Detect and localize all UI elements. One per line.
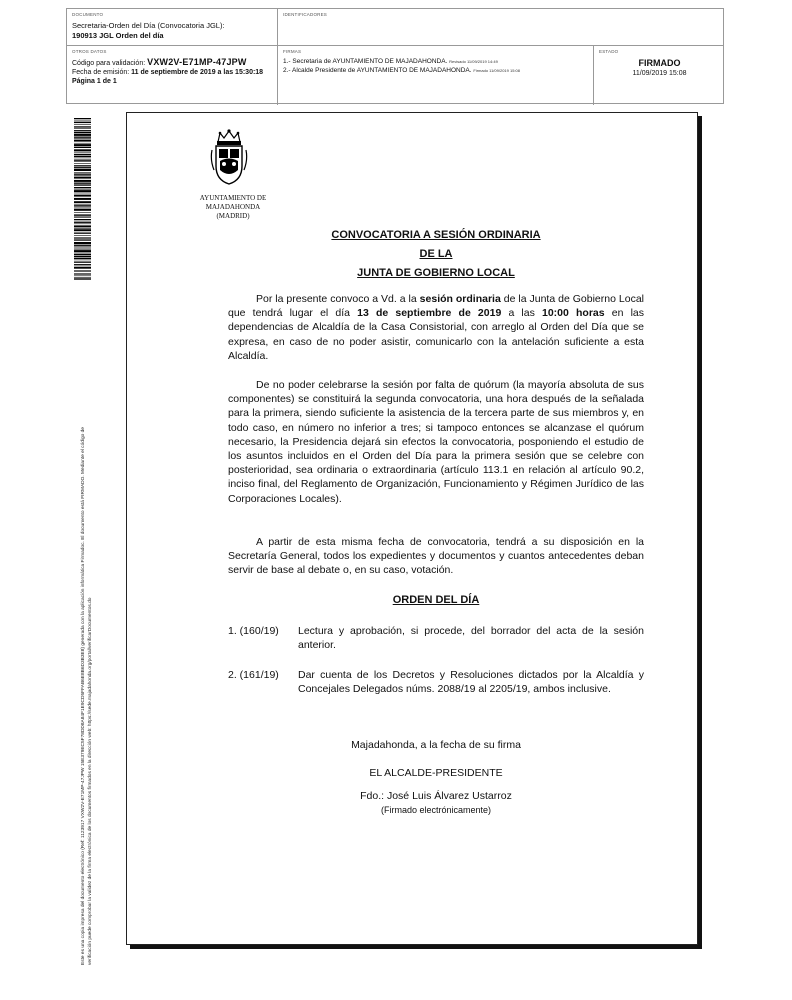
verification-side-text <box>80 427 94 965</box>
estado-cell <box>593 46 725 105</box>
barcode-bar <box>74 124 91 125</box>
p1-text-1: Por la presente convoco a Vd. a la <box>256 293 420 305</box>
title-line2: DE LA <box>419 248 453 260</box>
barcode-bar <box>74 143 91 144</box>
signature-2-status: Firmado 11/09/2019 15:08 <box>473 67 520 73</box>
barcode-bar <box>74 264 91 265</box>
agenda-title: ORDEN DEL DÍA <box>392 594 480 606</box>
signature-2-text: 2.- Alcalde Presidente de AYUNTAMIENTO DE MAJADAHONDA. <box>283 66 472 74</box>
barcode-bar <box>74 126 91 127</box>
page-count: Página 1 de 1 <box>72 78 117 85</box>
barcode-bar <box>74 206 91 207</box>
barcode-bar <box>74 161 91 162</box>
barcode-bar <box>74 256 91 257</box>
barcode-bar <box>74 276 91 277</box>
barcode-bar <box>74 189 91 190</box>
barcode-bar <box>74 184 91 185</box>
barcode-bar <box>74 219 91 220</box>
emission-date-line <box>72 68 272 77</box>
place-date: Majadahonda, a la fecha de su firma <box>351 739 521 751</box>
status-date: 11/09/2019 15:08 <box>632 70 687 77</box>
barcode-bar <box>74 229 91 231</box>
barcode-bar <box>74 205 91 206</box>
quorum-paragraph <box>228 378 644 506</box>
side-text-line1: Este es una copia impresa del documento electrónico (Ref: 1123917 VXW2V-E71MP-47JPW 15E379EC5F78DD8A84F1E9CD5FFAB6E8B6D3B3E8) generada con la aplicación informática Firmadoc. El documento está FIRMADO. Mediante el código de <box>81 427 86 965</box>
barcode-bar <box>74 222 91 223</box>
barcode-bar <box>74 175 91 176</box>
convocation-paragraph <box>228 292 644 363</box>
barcode-bar <box>74 172 91 173</box>
municipality-line1: AYUNTAMIENTO DE <box>199 194 267 202</box>
barcode-bar <box>74 130 91 131</box>
agenda-item-1-text: Lectura y aprobación, si procede, del borrador del acta de la sesión anterior. <box>298 625 644 652</box>
header-row-2 <box>67 46 723 105</box>
page-shadow-right <box>698 116 702 949</box>
barcode-bar <box>74 140 91 142</box>
barcode-bar <box>74 242 91 244</box>
barcode-bar <box>74 274 91 275</box>
barcode-bar <box>74 235 91 236</box>
documents-paragraph <box>228 535 644 578</box>
signature-note: (Firmado electrónicamente) <box>380 805 492 815</box>
barcode-bar <box>74 239 91 240</box>
p1-session-time: 10:00 horas <box>542 307 605 320</box>
barcode-bar <box>74 228 91 229</box>
municipal-crest-icon <box>210 128 248 186</box>
barcode-bar <box>74 118 91 119</box>
barcode-bar <box>74 250 91 252</box>
barcode-bar <box>74 212 91 213</box>
municipality-line2: MAJADAHONDA <box>205 203 261 211</box>
barcode-bar <box>74 270 91 271</box>
barcode-bar <box>74 273 91 274</box>
barcode-bar <box>74 128 91 129</box>
p1-text-3: a las <box>501 307 542 320</box>
emission-date-label: Fecha de emisión: <box>72 69 130 76</box>
documento-line1: Secretaria-Orden del Día (Convocatoria JGL): <box>72 21 225 30</box>
barcode-bar <box>74 249 91 250</box>
p1-text-2: de la Junta de Gobierno Local que tendrá lugar el día <box>228 293 644 320</box>
barcode-bar <box>74 271 91 272</box>
barcode-bar <box>74 217 91 218</box>
barcode-bar <box>74 165 91 166</box>
p1-session-type: sesión ordinaria <box>419 293 501 305</box>
barcode-bar <box>74 174 91 175</box>
barcode-bar <box>74 193 91 194</box>
barcode-bar <box>74 158 91 159</box>
agenda-item-2-text: Dar cuenta de los Decretos y Resoluciones dictados por la Alcaldía y Concejales Delegados núms. 2088/19 al 2205/19, ambos inclusive. <box>298 669 644 696</box>
validation-code-line <box>72 58 272 68</box>
barcode-bar <box>74 156 91 157</box>
barcode-bar <box>74 262 91 263</box>
otros-datos-label: OTROS DATOS <box>72 49 107 54</box>
barcode-bar <box>74 190 91 192</box>
identificadores-label: IDENTIFICADORES <box>283 12 328 17</box>
side-text-line2: verificación puede comprobar la validez de la firma electrónica de los documentos firmados en la dirección web: https://sede.majadahonda.org/portal/verificarDocumentos.do <box>88 597 93 965</box>
barcode-bar <box>74 214 91 215</box>
barcode-bar <box>74 215 91 216</box>
barcode-bar <box>74 132 91 133</box>
p3-text: A partir de esta misma fecha de convocatoria, tendrá a su disposición en la Secretaría General, todos los expedientes y documentos y cuantos antecedentes deban servir de base al debate o, en su caso, votación. <box>228 536 644 577</box>
documento-cell <box>67 9 277 45</box>
barcode-bar <box>74 238 91 239</box>
signature-1-text: 1.- Secretaria de AYUNTAMIENTO DE MAJADAHONDA. <box>283 58 448 65</box>
barcode-bar <box>74 201 91 203</box>
page-shadow-bottom <box>130 945 702 949</box>
municipality-name <box>190 194 276 221</box>
signer-name: Fdo.: José Luis Álvarez Ustarroz <box>360 790 512 802</box>
signature-1-status: Revisado 11/09/2019 14:49 <box>449 59 498 64</box>
barcode-bar <box>74 233 91 234</box>
barcode-bar <box>74 247 91 248</box>
barcode-bar <box>74 121 91 122</box>
signature-1 <box>283 58 588 67</box>
estado-label: ESTADO <box>599 49 619 54</box>
barcode-bar <box>74 258 91 259</box>
emission-date: 11 de septiembre de 2019 a las 15:30:18 <box>131 69 264 76</box>
barcode-bar <box>74 224 91 225</box>
signature-2 <box>283 67 588 76</box>
barcode-bar <box>74 169 91 171</box>
barcode-bar <box>74 267 91 269</box>
barcode-bar <box>74 147 91 148</box>
barcode-bar <box>74 122 91 123</box>
barcode-bar <box>74 187 91 188</box>
barcode-bar <box>74 163 91 164</box>
p1-text-4: en las dependencias de Alcaldía de la Casa Consistorial, con arreglo al Orden del Día que se expresa, en caso de no poder asistir, comunicarlo con la antelación suficiente a esta Alcaldía. <box>228 307 644 362</box>
agenda-item-2-number: 2. (161/19) <box>228 669 279 681</box>
title-line1: CONVOCATORIA A SESIÓN ORDINARIA <box>331 229 541 241</box>
status-badge: FIRMADO <box>638 58 681 68</box>
p2-text: De no poder celebrarse la sesión por falta de quórum (la mayoría absoluta de sus componentes) se constituirá la segunda convocatoria, una hora después de la señalada para la primera, siendo suficiente la asistencia de la tercera parte de sus miembros y, en todo caso, en número no inferior a tres; si tampoco entonces se alcanzase el quórum necesario, la Presidencia dejará sin efectos la convocatoria, posponiendo el estudio de los asuntos incluidos en el Orden del Día para la primera sesión que se celebre con posterioridad, sea ordinaria o extraordinaria (artículo 113.1 en relación al artículo 90.2, inciso final, del Reglamento de Organización, Funcionamiento y Régimen Jurídico de las Corporaciones Locales). <box>228 379 644 505</box>
documento-line2: 190913 JGL Orden del día <box>72 30 164 40</box>
barcode-bar <box>74 183 91 184</box>
barcode-bar <box>74 225 91 227</box>
validation-code: VXW2V-E71MP-47JPW <box>147 57 247 67</box>
barcode-bar <box>74 277 91 278</box>
otros-datos-cell <box>67 46 277 105</box>
documento-label: DOCUMENTO <box>72 12 104 17</box>
barcode <box>74 118 91 280</box>
barcode-bar <box>74 154 91 155</box>
header-row-1 <box>67 9 723 46</box>
barcode-bar <box>74 152 91 153</box>
agenda-item-1-number: 1. (160/19) <box>228 625 279 637</box>
barcode-bar <box>74 248 91 249</box>
p1-session-date: 13 de septiembre de 2019 <box>357 307 502 320</box>
barcode-bar <box>74 198 91 200</box>
validation-code-label: Código para validación: <box>72 60 146 67</box>
barcode-bar <box>74 209 91 211</box>
firmas-label: FIRMAS <box>283 49 302 54</box>
municipality-line3: (MADRID) <box>216 212 250 220</box>
barcode-bar <box>74 144 91 146</box>
barcode-bar <box>74 279 91 280</box>
firmas-cell <box>277 46 593 105</box>
barcode-bar <box>74 195 91 197</box>
title-line3: JUNTA DE GOBIERNO LOCAL <box>357 267 515 279</box>
barcode-bar <box>74 149 91 151</box>
identificadores-cell <box>277 9 725 45</box>
barcode-bar <box>74 237 91 238</box>
barcode-bar <box>74 180 91 182</box>
document-header <box>66 8 724 104</box>
barcode-bar <box>74 167 91 168</box>
barcode-bar <box>74 254 91 255</box>
barcode-bar <box>74 253 91 254</box>
signer-role: EL ALCALDE-PRESIDENTE <box>369 767 503 779</box>
barcode-bar <box>74 260 91 261</box>
barcode-bar <box>74 208 91 209</box>
barcode-bar <box>74 160 91 161</box>
barcode-bar <box>74 134 91 136</box>
barcode-bar <box>74 138 91 139</box>
barcode-bar <box>74 177 91 179</box>
barcode-bar <box>74 137 91 138</box>
barcode-bar <box>74 245 91 246</box>
